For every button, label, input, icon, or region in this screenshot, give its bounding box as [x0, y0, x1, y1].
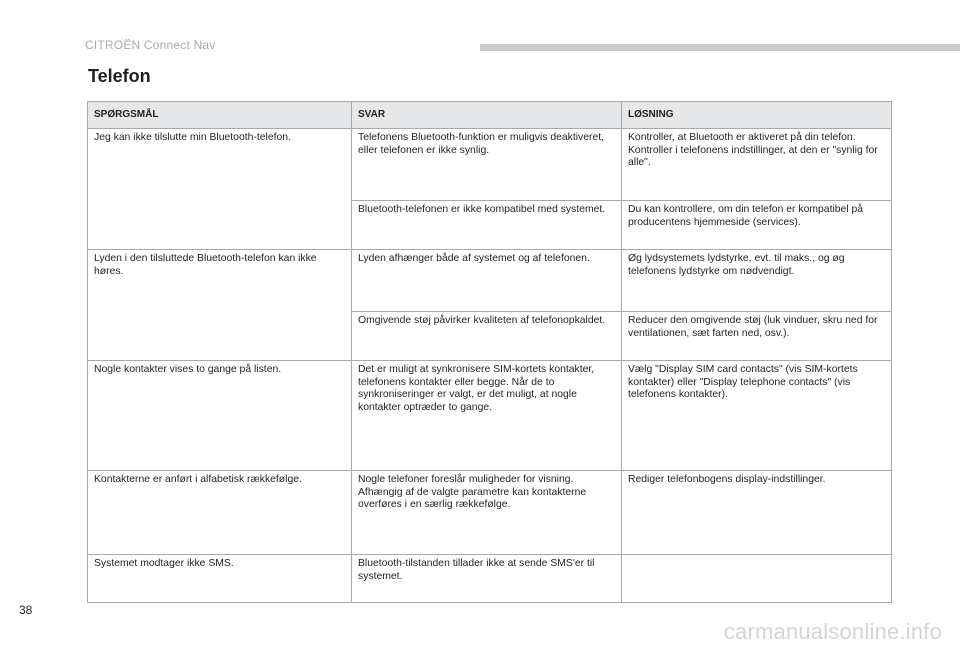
question-cell: Jeg kan ikke tilslutte min Bluetooth-telefon.: [88, 129, 352, 250]
answer-cell: Omgivende støj påvirker kvaliteten af telefonopkaldet.: [352, 312, 622, 361]
table-header-row: [88, 102, 892, 129]
answer-cell: Nogle telefoner foreslår muligheder for visning. Afhængig af de valgte parametre kan kontakterne overføres i en særlig rækkefølge.: [352, 471, 622, 555]
solution-cell: Vælg "Display SIM card contacts" (vis SIM-kortets kontakter) eller "Display telephone contacts" (vis telefonens kontakter).: [622, 361, 892, 471]
answer-cell: Telefonens Bluetooth-funktion er muligvis deaktiveret, eller telefonen er ikke synlig.: [352, 129, 622, 201]
answer-cell: Det er muligt at synkronisere SIM-kortets kontakter, telefonens kontakter eller begge. Når de to synkroniseringer er valgt, er det muligt, at nogle kontakter optræder to gange.: [352, 361, 622, 471]
manual-header: CITROËN Connect Nav: [85, 38, 216, 52]
solution-cell: Øg lydsystemets lydstyrke, evt. til maks., og øg telefonens lydstyrke om nødvendigt.: [622, 250, 892, 312]
question-cell: Nogle kontakter vises to gange på listen.: [88, 361, 352, 471]
table-row: [88, 361, 892, 471]
table-row: [88, 250, 892, 312]
table-row: [88, 555, 892, 603]
page-title: Telefon: [88, 66, 151, 86]
table-row: [88, 129, 892, 201]
column-header-solution: LØSNING: [622, 102, 892, 129]
table-row: [88, 471, 892, 555]
answer-cell: Bluetooth-tilstanden tillader ikke at sende SMS'er til systemet.: [352, 555, 622, 603]
header-divider-bar: [480, 44, 960, 51]
footer-watermark: carmanualsonline.info: [723, 619, 942, 644]
solution-cell: Du kan kontrollere, om din telefon er kompatibel på producentens hjemmeside (services).: [622, 201, 892, 250]
question-cell: Systemet modtager ikke SMS.: [88, 555, 352, 603]
column-header-question: SPØRGSMÅL: [88, 102, 352, 129]
solution-cell: Rediger telefonbogens display-indstillinger.: [622, 471, 892, 555]
solution-cell: [622, 555, 892, 603]
solution-cell: Reducer den omgivende støj (luk vinduer, skru ned for ventilationen, sæt farten ned, osv.).: [622, 312, 892, 361]
troubleshooting-table: [87, 101, 892, 603]
solution-cell: [622, 129, 892, 201]
page-number: 38: [19, 603, 33, 617]
answer-cell: Lyden afhænger både af systemet og af telefonen.: [352, 250, 622, 312]
solution-text: Kontroller, at Bluetooth er aktiveret på din telefon. Kontroller i telefonens indstillinger, at den er "synlig for alle".: [628, 132, 878, 169]
question-cell: Lyden i den tilsluttede Bluetooth-telefon kan ikke høres.: [88, 250, 352, 361]
question-cell: Kontakterne er anført i alfabetisk rækkefølge.: [88, 471, 352, 555]
answer-cell: Bluetooth-telefonen er ikke kompatibel med systemet.: [352, 201, 622, 250]
column-header-answer: SVAR: [352, 102, 622, 129]
